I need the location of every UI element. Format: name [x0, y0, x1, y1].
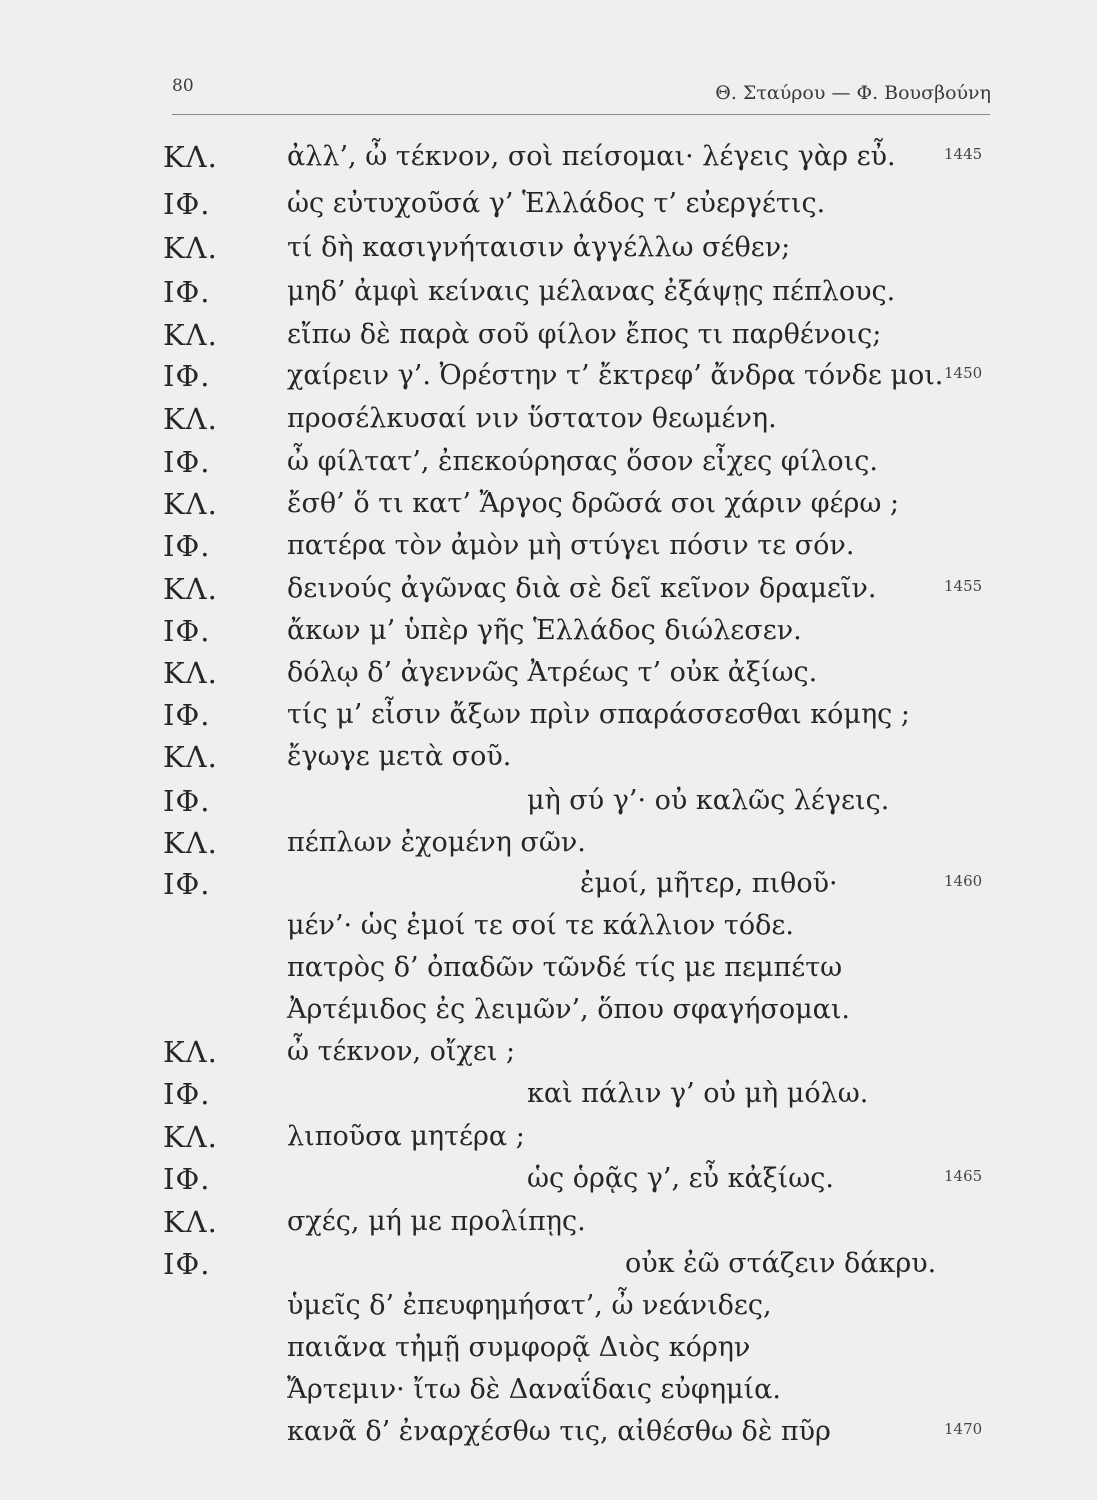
verse-line — [0, 186, 1097, 226]
verse-line — [0, 230, 1097, 270]
verse-line — [0, 1288, 1097, 1328]
speaker-label: ΚΛ. — [163, 402, 218, 436]
speaker-label: ΚΛ. — [163, 1035, 218, 1069]
verse-line — [0, 655, 1097, 695]
verse-line — [0, 1119, 1097, 1159]
verse-text: ἔγωγε μετὰ σοῦ. — [287, 741, 512, 772]
verse-text: μὴ σύ γ’· οὐ καλῶς λέγεις. — [527, 785, 890, 816]
speaker-label: ΚΛ. — [163, 572, 218, 606]
verse-text: ἐμοί, μῆτερ, πιθοῦ· — [580, 868, 838, 899]
verse-text: πέπλων ἐχομένη σῶν. — [287, 827, 586, 858]
speaker-label: ΚΛ. — [163, 140, 218, 174]
speaker-label: ΙΦ. — [163, 445, 211, 479]
line-number: 1445 — [944, 145, 983, 163]
verse-text: σχές, μή με προλίπῃς. — [287, 1206, 586, 1237]
line-number: 1455 — [944, 577, 983, 595]
speaker-label: ΚΛ. — [163, 1120, 218, 1154]
verse-line — [0, 697, 1097, 737]
speaker-label: ΙΦ. — [163, 1162, 211, 1196]
verse-text: μηδ’ ἀμφὶ κείναις μέλανας ἐξάψῃς πέπλους. — [287, 276, 896, 307]
verse-text: Ἀρτέμιδος ἐς λειμῶν’, ὅπου σφαγήσομαι. — [287, 994, 851, 1025]
verse-text: Ἄρτεμιν· ἴτω δὲ Δαναΐδαις εὐφημία. — [287, 1374, 781, 1405]
line-number: 1460 — [944, 872, 983, 890]
verse-text: δόλῳ δ’ ἀγεννῶς Ἀτρέως τ’ οὐκ ἀξίως. — [287, 657, 818, 688]
verse-line — [0, 1076, 1097, 1116]
verse-line — [0, 950, 1097, 990]
verse-line — [0, 866, 1097, 906]
verse-text: ὑμεῖς δ’ ἐπευφημήσατ’, ὦ νεάνιδες, — [287, 1290, 772, 1321]
speaker-label: ΙΦ. — [163, 359, 211, 393]
verse-line — [0, 486, 1097, 526]
speaker-label: ΙΦ. — [163, 698, 211, 732]
verse-line — [0, 274, 1097, 314]
speaker-label: ΙΦ. — [163, 784, 211, 818]
verse-text: δεινούς ἀγῶνας διὰ σὲ δεῖ κεῖνον δραμεῖν. — [287, 573, 877, 604]
page-number: 80 — [172, 76, 194, 96]
verse-line — [0, 571, 1097, 611]
speaker-label: ΙΦ. — [163, 529, 211, 563]
verse-text: ὦ φίλτατ’, ἐπεκούρησας ὅσον εἶχες φίλοις. — [287, 446, 878, 477]
verse-text: ἄκων μ’ ὑπὲρ γῆς Ἑλλάδος διώλεσεν. — [287, 615, 802, 646]
speaker-label: ΙΦ. — [163, 275, 211, 309]
speaker-label: ΚΛ. — [163, 740, 218, 774]
verse-line — [0, 401, 1097, 441]
verse-text: προσέλκυσαί νιν ὕστατον θεωμένη. — [287, 403, 777, 434]
speaker-label: ΚΛ. — [163, 826, 218, 860]
speaker-label: ΚΛ. — [163, 487, 218, 521]
speaker-label: ΚΛ. — [163, 656, 218, 690]
verse-line — [0, 528, 1097, 568]
speaker-label: ΚΛ. — [163, 231, 218, 265]
verse-text: παιᾶνα τἠμῇ συμφορᾷ Διὸς κόρην — [287, 1332, 751, 1363]
verse-line — [0, 1204, 1097, 1244]
verse-text: ἔσθ’ ὅ τι κατ’ Ἄργος δρῶσά σοι χάριν φέρω ; — [287, 488, 900, 519]
verse-text: ὡς εὐτυχοῦσά γ’ Ἑλλάδος τ’ εὐεργέτις. — [287, 188, 826, 219]
verse-line — [0, 1246, 1097, 1286]
verse-line — [0, 613, 1097, 653]
verse-line — [0, 139, 1097, 179]
verse-line — [0, 1414, 1097, 1454]
verse-line — [0, 1330, 1097, 1370]
verse-text: πατέρα τὸν ἀμὸν μὴ στύγει πόσιν τε σόν. — [287, 530, 855, 561]
speaker-label: ΙΦ. — [163, 1077, 211, 1111]
verse-line — [0, 908, 1097, 948]
verse-text: ὦ τέκνον, οἴχει ; — [287, 1036, 516, 1067]
verse-text: εἴπω δὲ παρὰ σοῦ φίλον ἔπος τι παρθένοις; — [287, 319, 882, 350]
verse-line — [0, 825, 1097, 865]
verse-line — [0, 1161, 1097, 1201]
verse-text: κανᾶ δ’ ἐναρχέσθω τις, αἰθέσθω δὲ πῦρ — [287, 1416, 831, 1447]
verse-line — [0, 739, 1097, 779]
line-number: 1450 — [944, 364, 983, 382]
verse-line — [0, 992, 1097, 1032]
verse-text: τί δὴ κασιγνήταισιν ἀγγέλλω σέθεν; — [287, 232, 791, 263]
verse-line — [0, 358, 1097, 398]
verse-text: τίς μ’ εἶσιν ἄξων πρὶν σπαράσσεσθαι κόμης ; — [287, 699, 910, 730]
speaker-label: ΚΛ. — [163, 1205, 218, 1239]
verse-line — [0, 1372, 1097, 1412]
verse-line — [0, 317, 1097, 357]
verse-line — [0, 783, 1097, 823]
speaker-label: ΙΦ. — [163, 614, 211, 648]
running-head: Θ. Σταύρου — Φ. Βουσβούνη — [715, 82, 991, 104]
verse-line — [0, 1034, 1097, 1074]
speaker-label: ΙΦ. — [163, 1247, 211, 1281]
speaker-label: ΚΛ. — [163, 318, 218, 352]
speaker-label: ΙΦ. — [163, 187, 211, 221]
verse-text: μέν’· ὡς ἐμοί τε σοί τε κάλλιον τόδε. — [287, 910, 794, 941]
verse-text: καὶ πάλιν γ’ οὐ μὴ μόλω. — [527, 1078, 869, 1109]
speaker-label: ΙΦ. — [163, 867, 211, 901]
line-number: 1465 — [944, 1167, 983, 1185]
verse-text: ὡς ὁρᾷς γ’, εὖ κἀξίως. — [527, 1163, 834, 1194]
verse-text: ἀλλ’, ὦ τέκνον, σοὶ πείσομαι· λέγεις γὰρ εὖ. — [287, 141, 896, 172]
verse-line — [0, 444, 1097, 484]
line-number: 1470 — [944, 1420, 983, 1438]
verse-text: λιποῦσα μητέρα ; — [287, 1121, 525, 1152]
verse-text: χαίρειν γ’. Ὀρέστην τ’ ἔκτρεφ’ ἄνδρα τόνδε μοι. — [287, 360, 944, 391]
verse-text: οὐκ ἐῶ στάζειν δάκρυ. — [625, 1248, 937, 1279]
verse-text: πατρὸς δ’ ὀπαδῶν τῶνδέ τίς με πεμπέτω — [287, 952, 843, 983]
